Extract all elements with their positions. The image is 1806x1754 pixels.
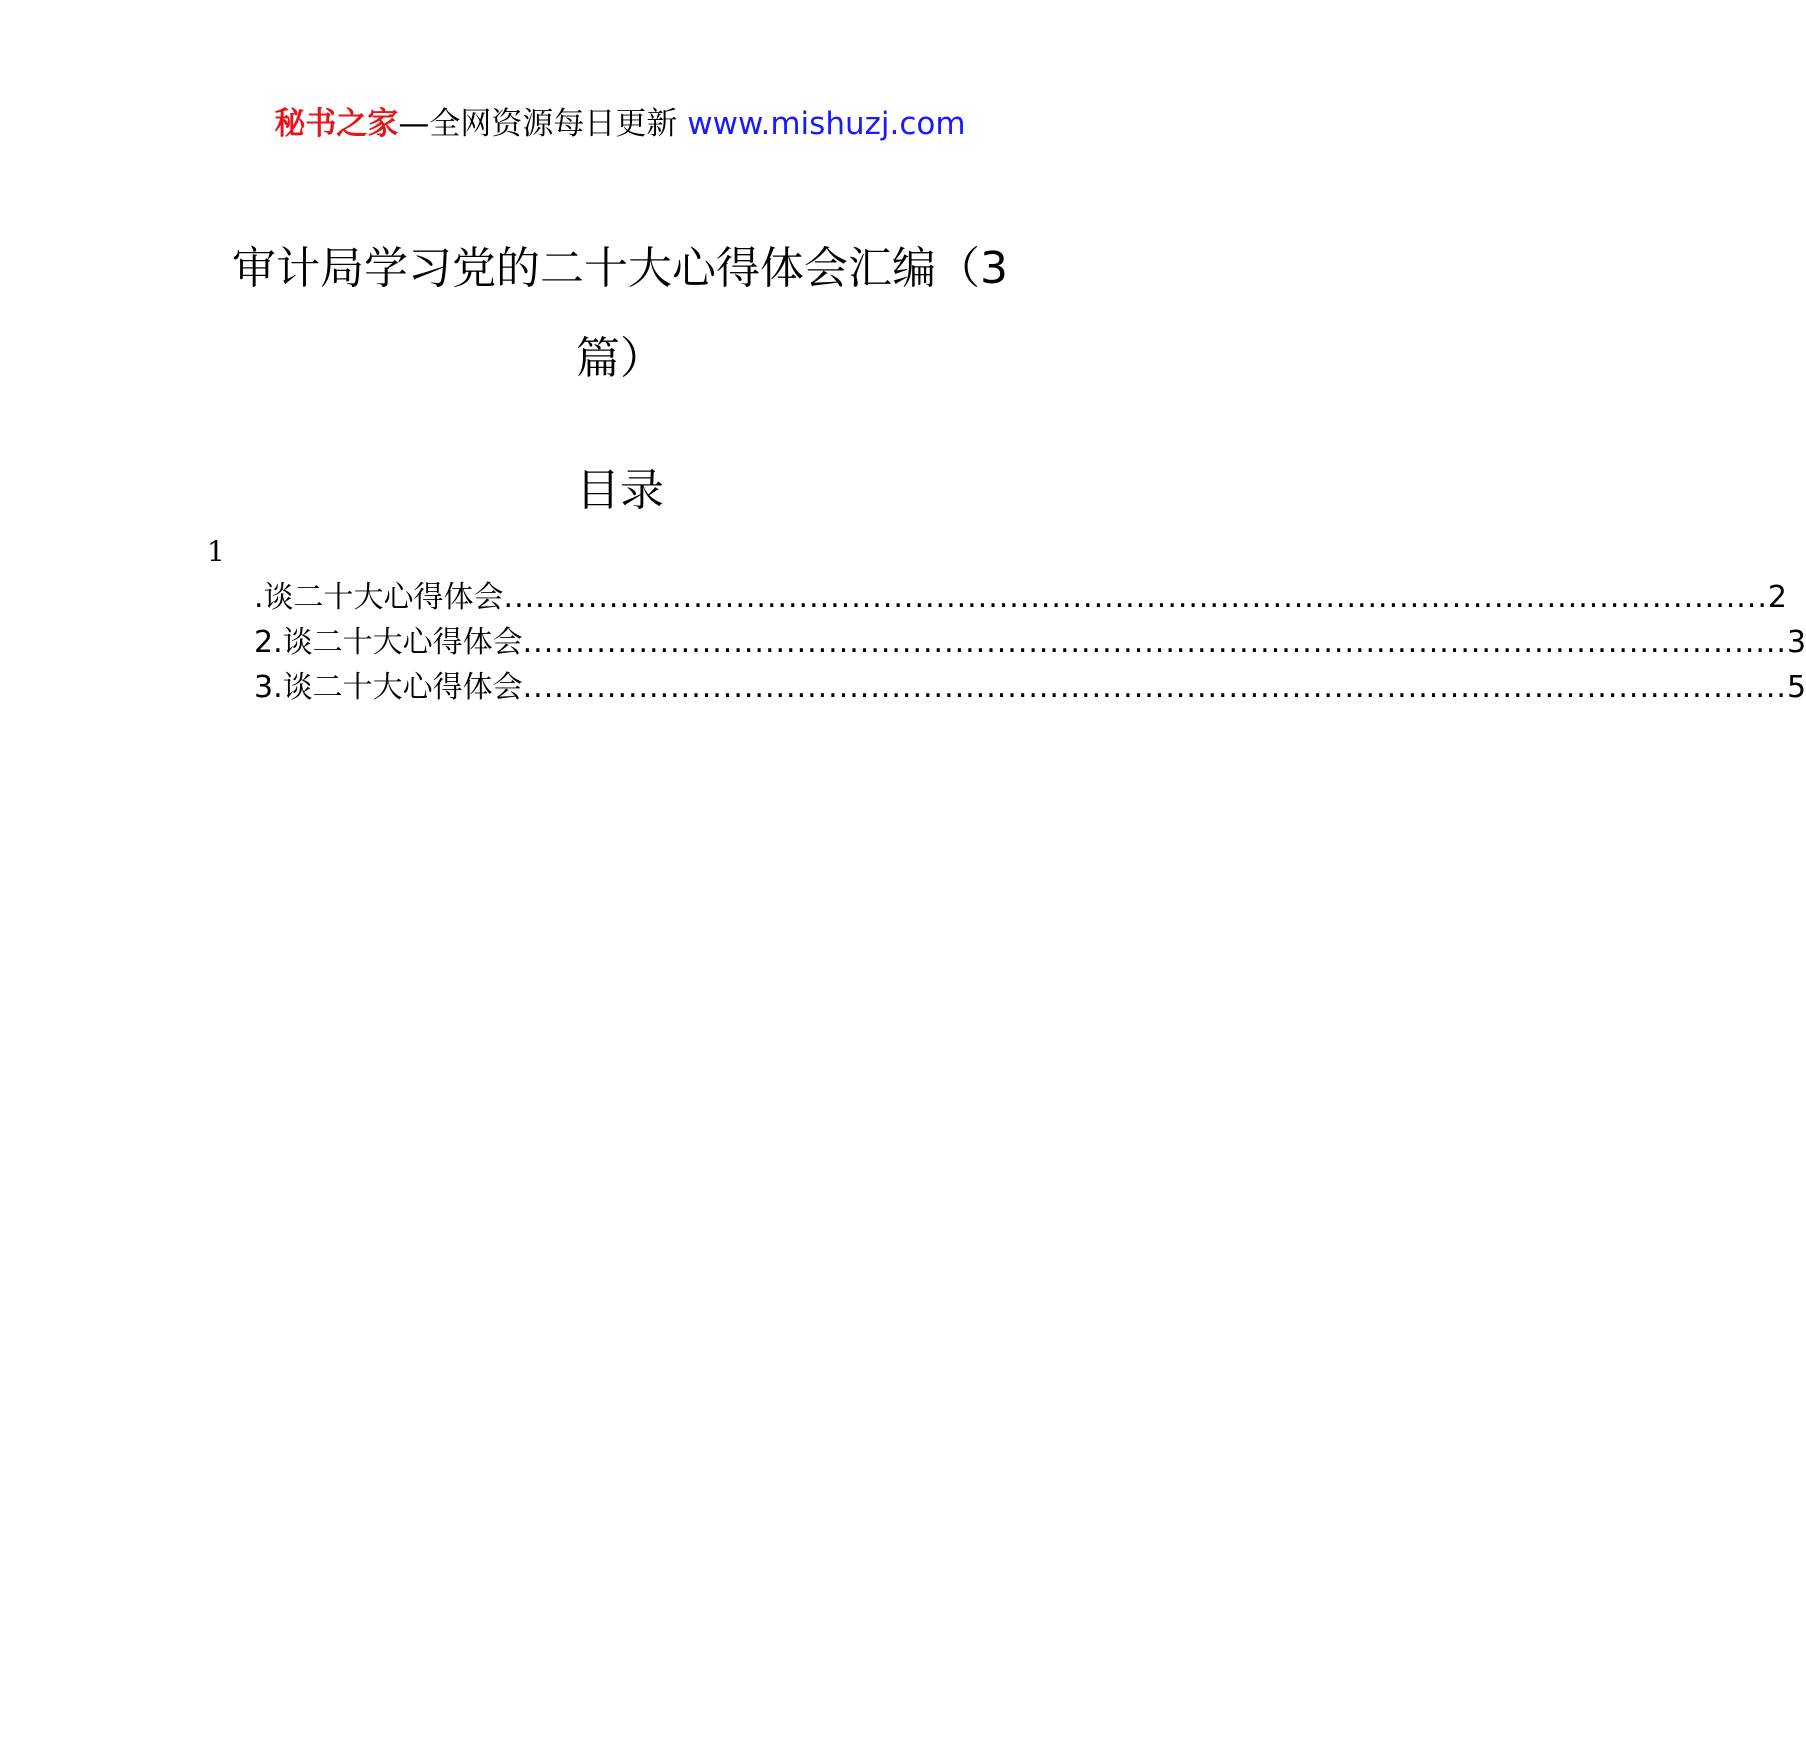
- toc-entry-2[interactable]: [254, 620, 1806, 665]
- site-header: [0, 100, 1240, 148]
- toc-dot-leader: ........................................................................................................................: [522, 670, 1787, 705]
- toc-entry-1[interactable]: [254, 575, 1787, 620]
- toc-dot-leader: ........................................................................................................................: [503, 580, 1768, 615]
- toc-heading: 目录: [576, 465, 664, 516]
- site-url-link[interactable]: www.mishuzj.com: [687, 106, 966, 142]
- toc-entry-3[interactable]: [254, 665, 1806, 710]
- brand-name: 秘书之家: [274, 106, 399, 142]
- toc-entry-page: 2: [1767, 580, 1787, 615]
- toc-list: [254, 575, 1806, 710]
- toc-entry-label: .谈二十大心得体会: [254, 580, 504, 615]
- toc-entry-page: 5: [1786, 670, 1806, 705]
- header-tagline: —全网资源每日更新: [398, 106, 678, 142]
- document-title: 审计局学习党的二十大心得体会汇编（3篇）: [232, 243, 1008, 384]
- toc-entry-label: 2.谈二十大心得体会: [254, 625, 523, 660]
- toc-dot-leader: ........................................................................................................................: [522, 625, 1787, 660]
- toc-entry-page: 3: [1786, 625, 1806, 660]
- toc-number-line: 1: [207, 535, 225, 568]
- toc-entry-label: 3.谈二十大心得体会: [254, 670, 523, 705]
